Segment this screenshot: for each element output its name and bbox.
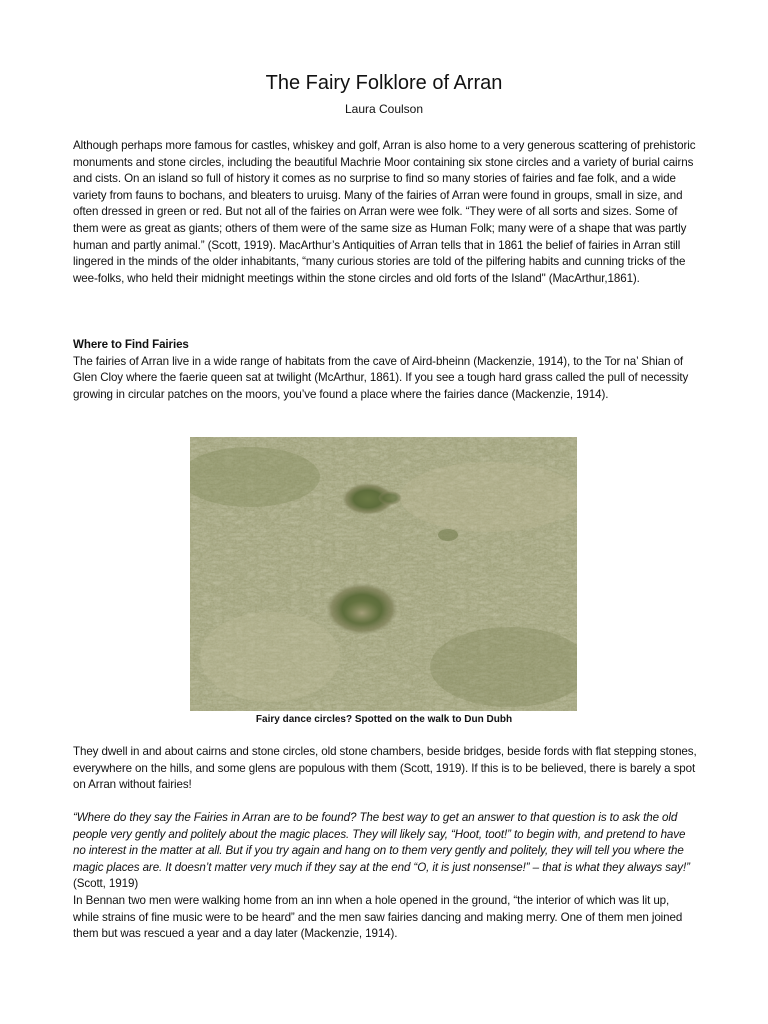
quote-paragraph [73, 810, 698, 943]
intro-paragraph: Although perhaps more famous for castles, whiskey and golf, Arran is also home to a very generous scattering of prehistoric monuments and stone circles, including the beautiful Machrie Moor containing six stone circles and a variety of burial cairns and cists. On an island so full of history it comes as no surprise to find so many stories of fairies and fae folk, and a wide variety from fauns to bochans, and bleaters to uruisg. Many of the fairies of Arran were found in groups, small in size, and often dressed in green or red. But not all of the fairies on Arran were wee folk. “They were of all sorts and sizes. Some of them were as great as giants; others of them were of the same size as Human Folk; many were of a shape that was partly human and partly animal.” (Scott, 1919). MacArthur’s Antiquities of Arran tells that in 1861 the belief of fairies in Arran still lingered in the minds of the older inhabitants, “many curious stories are told of the pilfering habits and cunning tricks of the wee-folks, who held their midnight meetings within the stone circles and old forts of the Island" (MacArthur,1861). [73, 139, 696, 285]
document-title: The Fairy Folklore of Arran [265, 72, 503, 94]
figure-caption: Fairy dance circles? Spotted on the walk to Dun Dubh [255, 714, 513, 725]
fairy-circle-photo [190, 437, 577, 711]
quote-citation: (Scott, 1919) [73, 877, 139, 891]
dwell-paragraph: They dwell in and about cairns and stone circles, old stone chambers, beside bridges, beside fords with flat stepping stones, everywhere on the hills, and some glens are populous with them (Scott, 1919). If this is to be believed, there is barely a spot on Arran without fairies! [73, 745, 697, 792]
scott-quote: “Where do they say the Fairies in Arran are to be found? The best way to get an answer to that question is to ask the old people very gently and politely about the magic places. They will likely say, “Hoot, toot!” to begin with, and pretend to have no interest in the matter at all. But if you try again and hang on to them very gently and politely, they will tell you where the magic places are. It doesn’t matter very much if they say at the end “O, it is just nonsense!” – that is what they always say!” [73, 811, 690, 874]
section-paragraph: The fairies of Arran live in a wide range of habitats from the cave of Aird-bheinn (Mackenzie, 1914), to the Tor na’ Shian of Glen Cloy where the faerie queen sat at twilight (McArthur, 1861). If you see a tough hard grass called the pull of necessity growing in circular patches on the moors, you’ve found a place where the fairies dance (Mackenzie, 1914). [73, 354, 689, 401]
author-name: Laura Coulson [344, 102, 424, 116]
section-heading: Where to Find Fairies [73, 338, 189, 351]
where-section [73, 337, 698, 403]
bennan-paragraph: In Bennan two men were walking home from an inn when a hole opened in the ground, “the interior of which was lit up, while strains of fine music were to be heard” and the men saw fairies dancing and making merry. One of them men joined them but was rescued a year and a day later (Mackenzie, 1914). [73, 893, 683, 941]
